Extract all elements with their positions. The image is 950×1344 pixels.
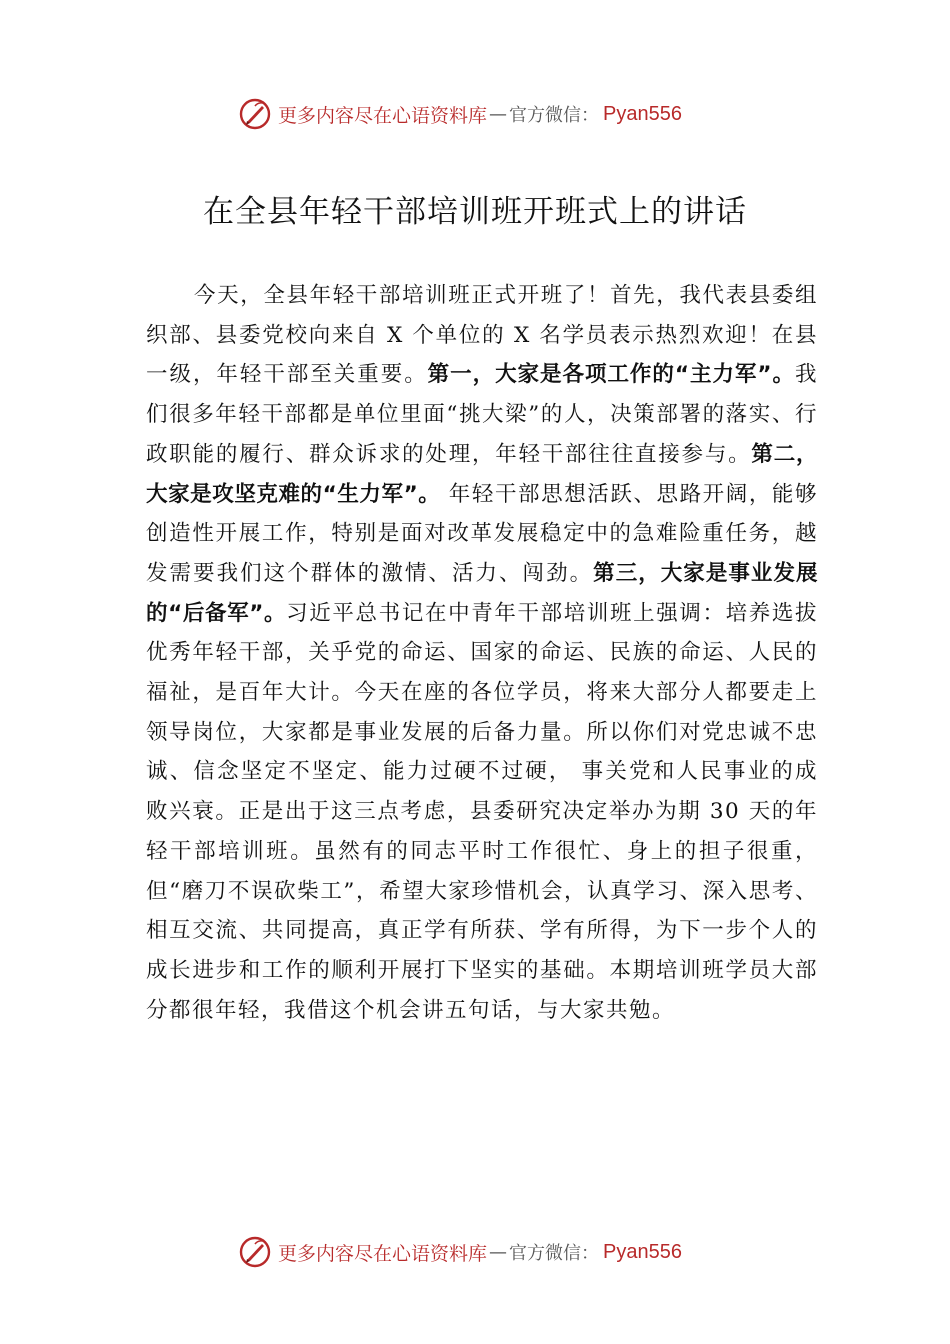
paragraph-text-1: 今天，全县年轻干部培训班正式开班了！首先，我代表县委组织部、县委党校向来自 X 个单位的 X 名学员表示热烈欢迎！在县一级，年轻干部至关重要。 bbox=[146, 283, 818, 388]
pen-feather-logo-icon bbox=[238, 97, 272, 131]
point-two-heading: 第二，大家是攻坚克难的“生力军”。 bbox=[146, 441, 818, 507]
wechat-label: 官方微信： bbox=[509, 1243, 600, 1264]
paragraph-text-3: 年轻干部思想活跃、思路开阔，能够创造性开展工作，特别是面对改革发展稳定中的急难险重任务，越发需要我们这个群体的激情、活力、闯劲。 bbox=[146, 481, 819, 586]
point-one-heading: 第一，大家是各项工作的“主力军”。 bbox=[427, 362, 795, 388]
banner-slogan: 更多内容尽在心语资料库 bbox=[278, 1242, 488, 1265]
document-title: 在全县年轻干部培训班开班式上的讲话 bbox=[203, 194, 747, 230]
wechat-id: Pyan556 bbox=[603, 102, 682, 125]
banner-slogan: 更多内容尽在心语资料库 bbox=[278, 104, 488, 127]
paragraph-text-2: 我们很多年轻干部都是单位里面“挑大梁”的人，决策部署的落实、行政职能的履行、群众诉求的处理，年轻干部往往直接参与。 bbox=[146, 362, 818, 467]
paragraph-text-4: 习近平总书记在中青年干部培训班上强调：培养选拔优秀年轻干部，关乎党的命运、国家的命运、民族的命运、人民的福祉，是百年大计。今天在座的各位学员，将来大部分人都要走上领导岗位，大家都是事业发展的后备力量。所以你们对党忠诚不忠诚、信念坚定不坚定、能力过硬不过硬， 事关党和人民事业的成败兴衰。正是出于这三点考虑，县委研究决定举办为期 30 天的年轻干部培训班。虽然有的同志平时工作很忙、身上的担子很重，但“磨刀不误砍柴工”，希望大家珍惜机会，认真学习、深入思考、相互交流、共同提高，真正学有所获、学有所得，为下一步个人的成长进步和工作的顺利开展打下坚实的基础。本期培训班学员大部分都很年轻，我借这个机会讲五句话，与大家共勉。 bbox=[146, 600, 818, 1023]
pen-feather-logo-icon bbox=[238, 1235, 272, 1269]
footer-banner[interactable] bbox=[238, 1234, 682, 1270]
banner-dash: — bbox=[489, 1241, 508, 1263]
header-banner[interactable] bbox=[238, 96, 682, 132]
wechat-label: 官方微信： bbox=[509, 105, 600, 126]
banner-dash: — bbox=[489, 103, 508, 125]
wechat-id: Pyan556 bbox=[603, 1240, 682, 1263]
body-paragraph bbox=[146, 276, 818, 1030]
point-three-heading: 第三，大家是事业发展的“后备军”。 bbox=[146, 560, 818, 626]
